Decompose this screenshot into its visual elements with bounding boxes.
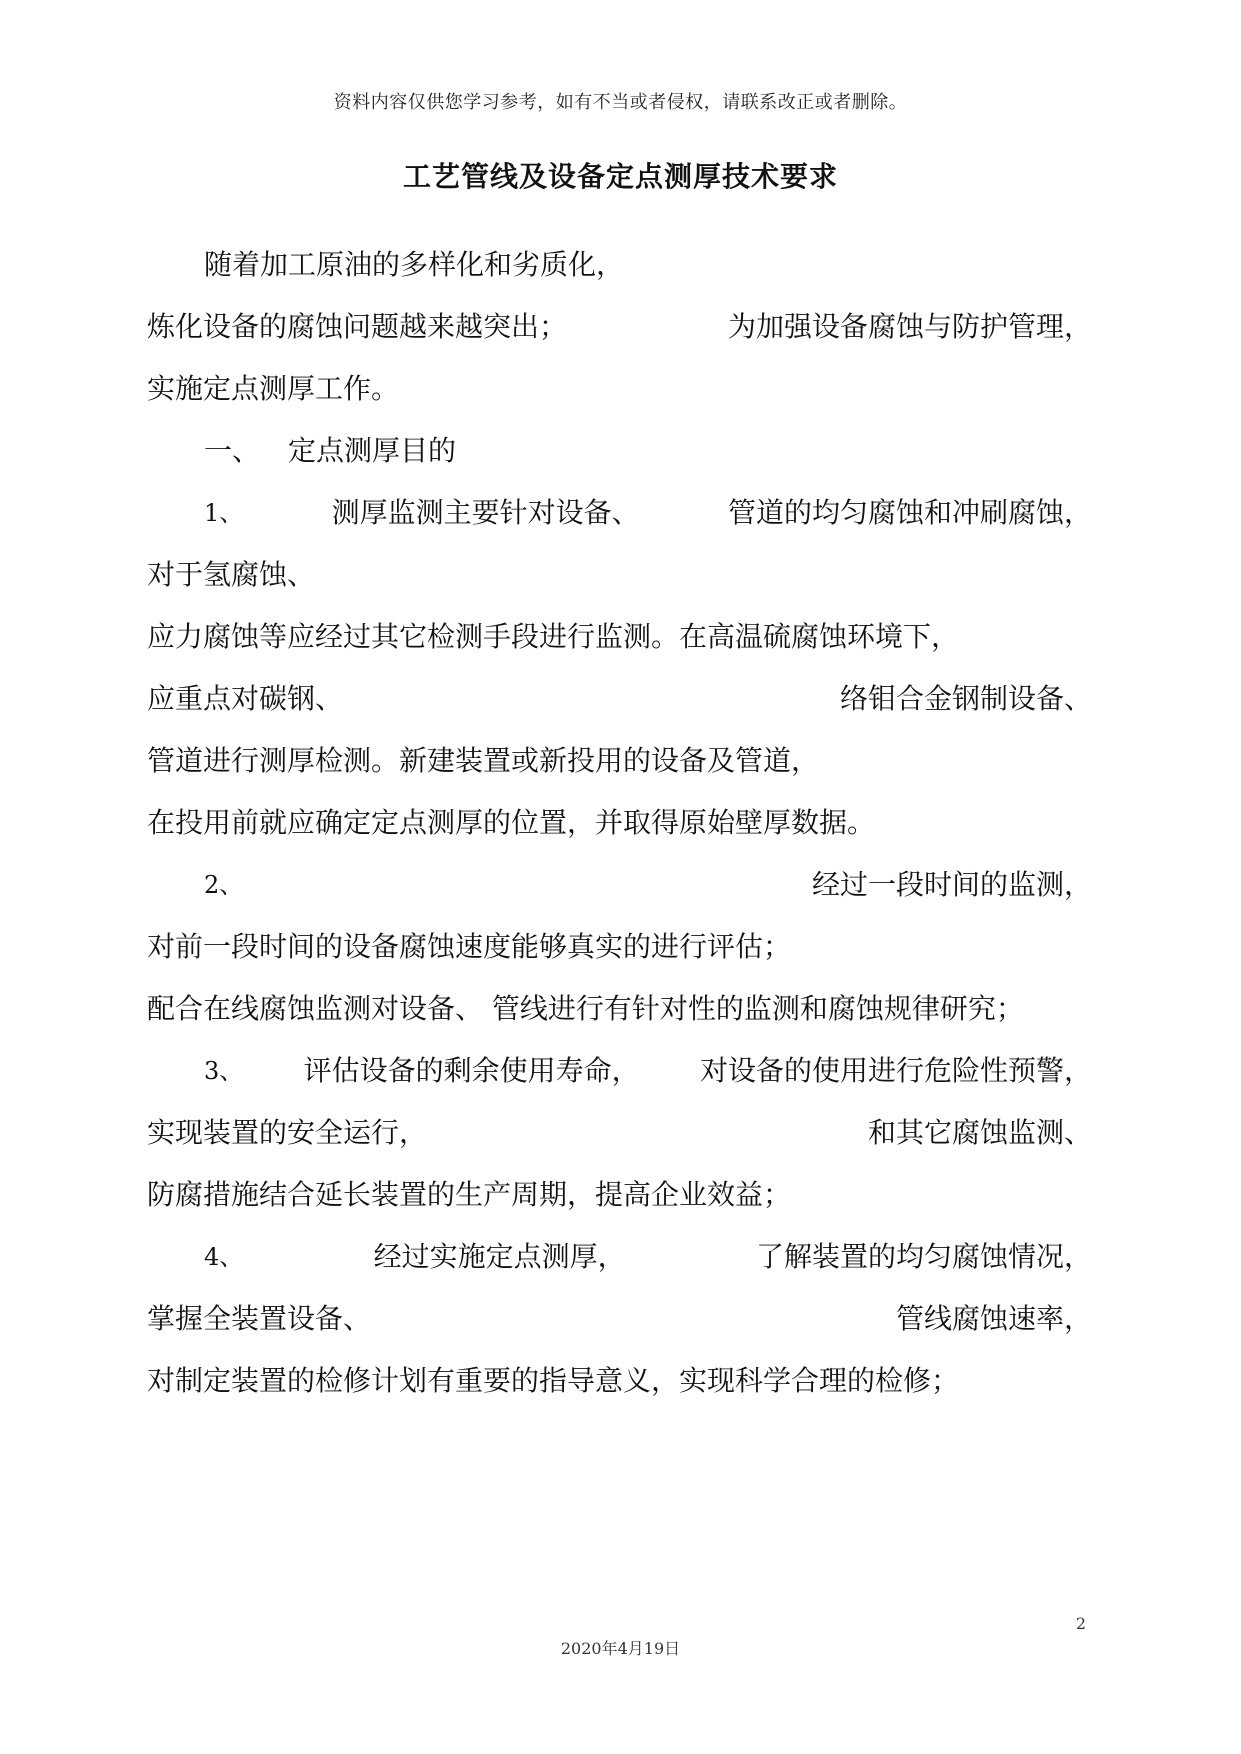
item-3-line-2-left: 实现装置的安全运行，	[147, 1116, 428, 1149]
item-4-text-a: 经过实施定点测厚，	[373, 1240, 626, 1273]
item-4-line-2-right: 管线腐蚀速率，	[895, 1302, 1092, 1335]
disclaimer-header: 资料内容仅供您学习参考，如有不当或者侵权，请联系改正或者删除。	[333, 92, 908, 113]
item-4-line-1	[204, 1240, 1092, 1274]
section-1-number: 一、	[204, 434, 261, 467]
item-1-line-6: 在投用前就应确定定点测厚的位置，并取得原始壁厚数据。	[147, 806, 876, 839]
item-1-number: 1、	[204, 499, 244, 527]
item-2-line-2: 对前一段时间的设备腐蚀速度能够真实的进行评估；	[147, 930, 792, 963]
item-1-line-1	[204, 496, 1092, 530]
intro-line-2-right: 为加强设备腐蚀与防护管理，	[727, 310, 1092, 343]
item-3-line-3: 防腐措施结合延长装置的生产周期，提高企业效益；	[147, 1178, 792, 1211]
section-1-title: 定点测厚目的	[288, 434, 457, 467]
footer-date: 2020年4月19日	[560, 1639, 681, 1658]
item-4-number: 4、	[204, 1243, 244, 1271]
item-1-line-3: 应力腐蚀等应经过其它检测手段进行监测。在高温硫腐蚀环境下，	[147, 620, 960, 653]
intro-line-2-left: 炼化设备的腐蚀问题越来越突出；	[147, 310, 568, 343]
item-1-text-b: 管道的均匀腐蚀和冲刷腐蚀，	[727, 496, 1092, 529]
intro-line-2	[147, 310, 1092, 344]
item-1-line-4	[147, 682, 1092, 716]
item-1-line-4-left: 应重点对碳钢、	[147, 682, 344, 715]
item-4-line-2-left: 掌握全装置设备、	[147, 1302, 372, 1335]
item-2-text: 经过一段时间的监测，	[811, 868, 1092, 901]
item-2-line-3: 配合在线腐蚀监测对设备、 管线进行有针对性的监测和腐蚀规律研究；	[147, 992, 1024, 1025]
item-1-line-2: 对于氢腐蚀、	[147, 558, 316, 591]
item-3-number: 3、	[204, 1057, 244, 1085]
item-1-line-4-right: 络钼合金钢制设备、	[839, 682, 1092, 715]
intro-line-1: 随着加工原油的多样化和劣质化，	[204, 248, 625, 281]
item-4-line-2	[147, 1302, 1092, 1336]
intro-line-3: 实施定点测厚工作。	[147, 372, 400, 405]
item-3-line-1	[204, 1054, 1092, 1088]
item-3-line-2	[147, 1116, 1092, 1150]
item-2-line-1	[204, 868, 1092, 902]
item-3-line-2-right: 和其它腐蚀监测、	[867, 1116, 1092, 1149]
section-1-heading	[204, 434, 1092, 468]
item-3-text-a: 评估设备的剩余使用寿命，	[303, 1054, 640, 1087]
item-1-line-5: 管道进行测厚检测。新建装置或新投用的设备及管道，	[147, 744, 820, 777]
item-1-text-a: 测厚监测主要针对设备、	[331, 496, 640, 529]
page-number: 2	[1075, 1614, 1086, 1633]
document-title: 工艺管线及设备定点测厚技术要求	[402, 160, 838, 193]
item-4-text-b: 了解装置的均匀腐蚀情况，	[755, 1240, 1092, 1273]
item-4-line-3: 对制定装置的检修计划有重要的指导意义，实现科学合理的检修；	[147, 1364, 960, 1397]
item-2-number: 2、	[204, 871, 244, 899]
item-3-text-b: 对设备的使用进行危险性预警，	[699, 1054, 1092, 1087]
